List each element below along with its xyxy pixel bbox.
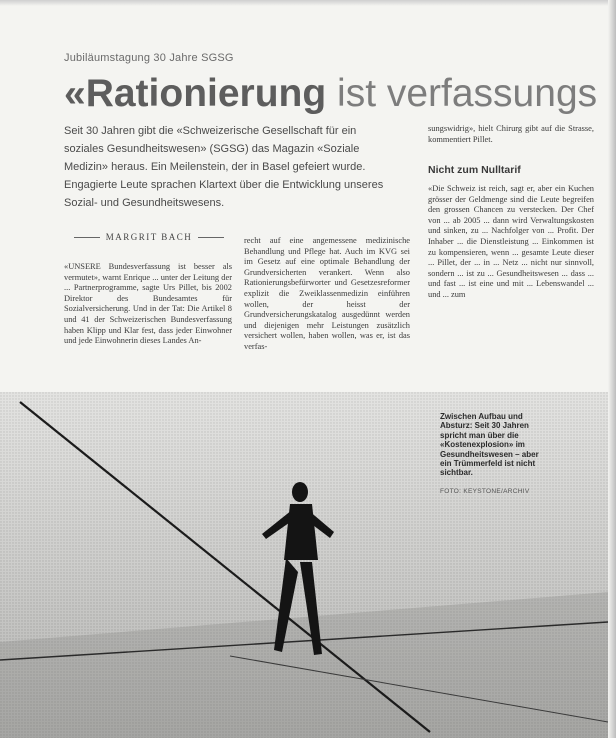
headline-bold: «Rationierung: [64, 72, 327, 115]
photo-caption: Zwischen Aufbau und Absturz: Seit 30 Jahren spricht man über die «Kostenexplosion» im Gesundheitswesen – aber ein Trümmerfeld ist nicht sichtbar.: [440, 412, 539, 478]
page-edge-top: [0, 0, 616, 6]
headline-rest: ist verfassungs: [326, 72, 598, 115]
body-column-3: «Die Schweiz ist reich, sagt er, aber ein Kuchen grösser der Geldmenge sind die Leute begreifen den grossen Chancen zu verstecken. Der Chef von ... ab 2005 ... dann wird Verwaltungskosten und sinken, zu ... Nachfolger von ... Profit. Der Inhaber ... die Dienstleistung ... Einkommen ist zu kompensieren, wenn ... gesamte Leute dieser ... Pillet, der ... in ... Netz ... nicht nur sinnvoll, sondern ... ist zu ... Gesundheitswesen ... dass ... und fast ... ist eine und mit ... Lebenswandel ... und ... zum: [428, 184, 594, 299]
body-column-3-top: sungswidrig», hielt Chirurg gibt auf die Strasse, kommentiert Pillet.: [428, 124, 594, 144]
article-lead: Seit 30 Jahren gibt die «Schweizerische Gesellschaft für ein soziales Gesundheitswesen» (SGSG) das Magazin «Soziale Medizin» heraus. Ein Meilenstein, der in Basel gefeiert wurde. Engagierte Leute sprachen Klartext über die Entwicklung unseres Sozial- und Gesundheitswesens.: [64, 125, 384, 209]
photo-credit: FOTO: KEYSTONE/ARCHIV: [440, 488, 530, 495]
body-column-1: «UNSERE Bundesverfassung ist besser als vermutet», warnt Enrique ... unter der Leitung der ... Partnerprogramme, sagte Urs Pillet, bis 2002 Direktor des Bundesamtes für Sozialversicherung. Und in der Tat: Die Artikel 8 und 41 der Schweizerischen Bundesverfassung haben Klipp und Klar fest, dass jeder Einwohner und jede Einwohnerin dieses Landes An-: [64, 262, 232, 346]
body-column-2: recht auf eine angemessene medizinische Behandlung und Pflege hat. Auch im KVG sei im Gesetz auf eine optimale Behandlung der Grundversicherten verankert. Wenn also Rationierungsbefürworter und Gesetzesreformer explizit die Zweiklassenmedizin einführen wollen, der heisst der Grundversicherungskatalog ausgedünnt werden und diejenigen mehr Leistungen zusätzlich versichert wollen, haben wollen, was er, ist das verfas-: [244, 236, 410, 351]
subheading: Nicht zum Nulltarif: [428, 164, 521, 176]
article-author: MARGRIT BACH: [64, 232, 234, 242]
article-kicker: Jubiläumstagung 30 Jahre SGSG: [64, 52, 234, 64]
article-headline: [64, 72, 616, 116]
